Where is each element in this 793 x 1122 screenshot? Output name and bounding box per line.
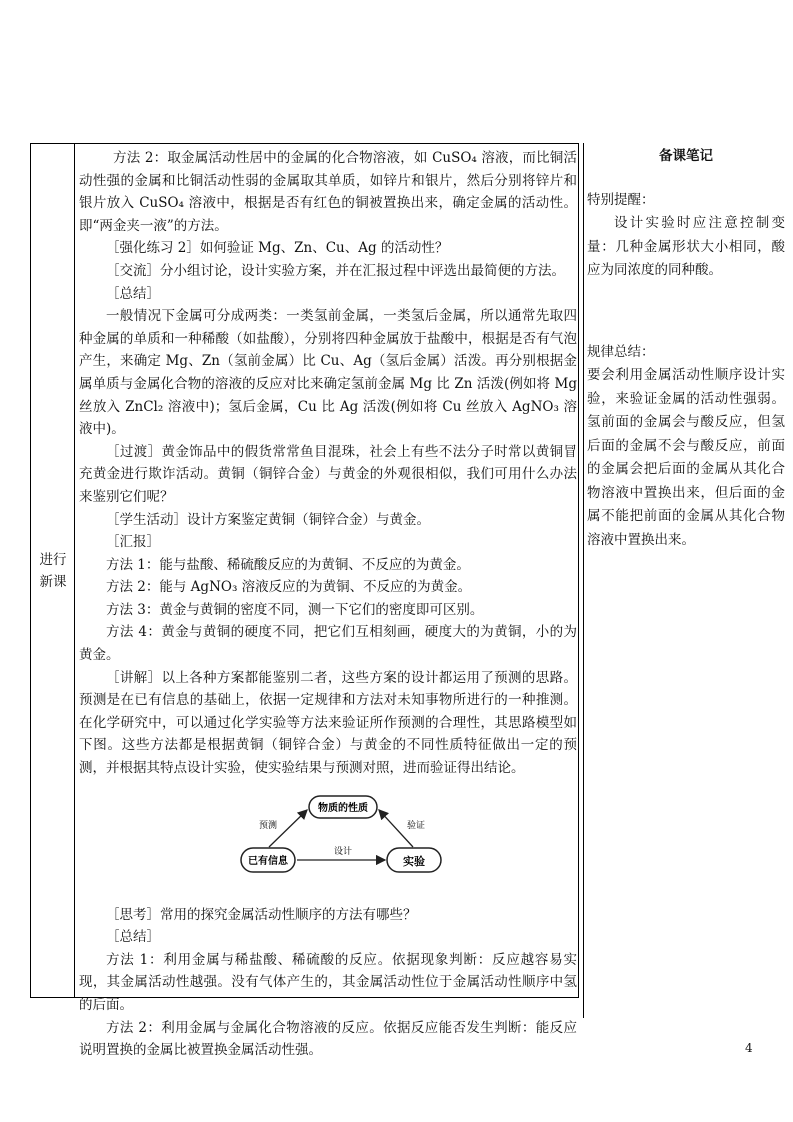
report-heading: ［汇报］ bbox=[106, 534, 160, 551]
thinking-question: ［思考］常用的探究金属活动性顺序的方法有哪些？ bbox=[106, 906, 417, 923]
summary-method-2: 方法 2：利用金属与金属化合物溶液的反应。依据反应能否发生判断：能反应说明置换的金属比被置换金属活动性强。 bbox=[79, 1019, 577, 1059]
report-method-3: 方法 3：黄金与黄铜的密度不同，测一下它们的密度即可区别。 bbox=[106, 601, 484, 618]
lesson-content bbox=[79, 147, 577, 1062]
method2-paragraph: 方法 2：取金属活动性居中的金属的化合物溶液，如 CuSO₄ 溶液，而比铜活动性强的金属和比铜活动性弱的金属取其单质，如锌片和银片，然后分别将锌片和银片放入 CuSO₄ 溶液中，根据是否有红色的铜被置换出来，确定金属的活动性。即“两金夹一液”的方法。 bbox=[79, 150, 577, 234]
node-info-label: 已有信息 bbox=[248, 855, 288, 867]
transition-paragraph: ［过渡］黄金饰品中的假货常常鱼目混珠，社会上有些不法分子时常以黄铜冒充黄金进行欺诈活动。黄铜（铜锌合金）与黄金的外观很相似，我们可用什么办法来鉴别它们呢？ bbox=[79, 443, 577, 505]
discussion: ［交流］分小组讨论，设计实验方案，并在汇报过程中评选出最简便的方法。 bbox=[106, 262, 565, 279]
node-property-label: 物质的性质 bbox=[318, 802, 368, 814]
section-label-line1: 进行 bbox=[39, 552, 67, 568]
summary-method-1: 方法 1：利用金属与稀盐酸、稀硫酸的反应。依据现象判断：反应越容易实现，其金属活动性越强。没有气体产生的，其金属活动性位于金属活动性顺序中氢的后面。 bbox=[79, 951, 577, 1013]
section-label-line2: 新课 bbox=[39, 574, 67, 590]
node-experiment-label: 实验 bbox=[403, 854, 425, 868]
prediction-model-diagram bbox=[239, 792, 449, 882]
exercise-2: ［强化练习 2］如何验证 Mg、Zn、Cu、Ag 的活动性？ bbox=[106, 240, 449, 257]
rule-heading: 规律总结： bbox=[587, 343, 655, 360]
edge-design: 设计 bbox=[333, 846, 353, 857]
tip-body: 设计实验时应注意控制变量：几种金属形状大小相同，酸应为同浓度的同种酸。 bbox=[587, 215, 785, 278]
summary-heading-2: ［总结］ bbox=[106, 929, 160, 946]
notes-title: 备课笔记 bbox=[659, 148, 713, 164]
student-activity: ［学生活动］设计方案鉴定黄铜（铜锌合金）与黄金。 bbox=[106, 511, 430, 528]
lesson-notes bbox=[587, 143, 785, 552]
report-method-2: 方法 2：能与 AgNO₃ 溶液反应的为黄铜、不反应的为黄金。 bbox=[106, 579, 472, 596]
report-method-1: 方法 1：能与盐酸、稀硫酸反应的为黄铜、不反应的为黄金。 bbox=[106, 556, 470, 573]
section-column bbox=[31, 144, 75, 997]
explanation-paragraph: ［讲解］以上各种方案都能鉴别二者，这些方案的设计都运用了预测的思路。预测是在已有信息的基础上，依据一定规律和方法对未知事物所进行的一种推测。在化学研究中，可以通过化学实验等方法来验证所作预测的合理性，其思路模型如下图。这些方法都是根据黄铜（铜锌合金）与黄金的不同性质特征做出一定的预测，并根据其特点设计实验，使实验结果与预测对照，进而验证得出结论。 bbox=[79, 669, 577, 777]
edge-verify: 验证 bbox=[407, 820, 426, 831]
page-number: 4 bbox=[745, 1041, 753, 1055]
report-method-4: 方法 4：黄金与黄铜的硬度不同，把它们互相刻画，硬度大的为黄铜，小的为黄金。 bbox=[79, 624, 577, 664]
summary-heading: ［总结］ bbox=[106, 285, 160, 302]
section-label bbox=[31, 549, 75, 593]
edge-predict: 预测 bbox=[259, 820, 278, 831]
rule-body: 要会利用金属活动性顺序设计实验，来验证金属的活动性强弱。氢前面的金属会与酸反应，但氢后面的金属不会与酸反应，前面的金属会把后面的金属从其化合物溶液中置换出来，但后面的金属不能把前面的金属从其化合物溶液中置换出来。 bbox=[587, 367, 785, 548]
tip-heading: 特别提醒： bbox=[587, 191, 655, 208]
summary-paragraph: 一般情况下金属可分成两类：一类氢前金属，一类氢后金属，所以通常先取四种金属的单质和一种稀酸（如盐酸），分别将四种金属放于盐酸中，根据是否有气泡产生，来确定 Mg、Zn（氢前金属）比 Cu、Ag（氢后金属）活泼。再分别根据金属单质与金属化合物的溶液的反应对比来确定氢前金属 Mg 比 Zn 活泼(例如将 Mg 丝放入 ZnCl₂ 溶液中)；氢后金属，Cu 比 Ag 活泼(例如将 Cu 丝放入 AgNO₃ 溶液中)。 bbox=[79, 308, 577, 438]
lesson-table bbox=[30, 143, 579, 1059]
notes-divider bbox=[583, 143, 584, 1018]
